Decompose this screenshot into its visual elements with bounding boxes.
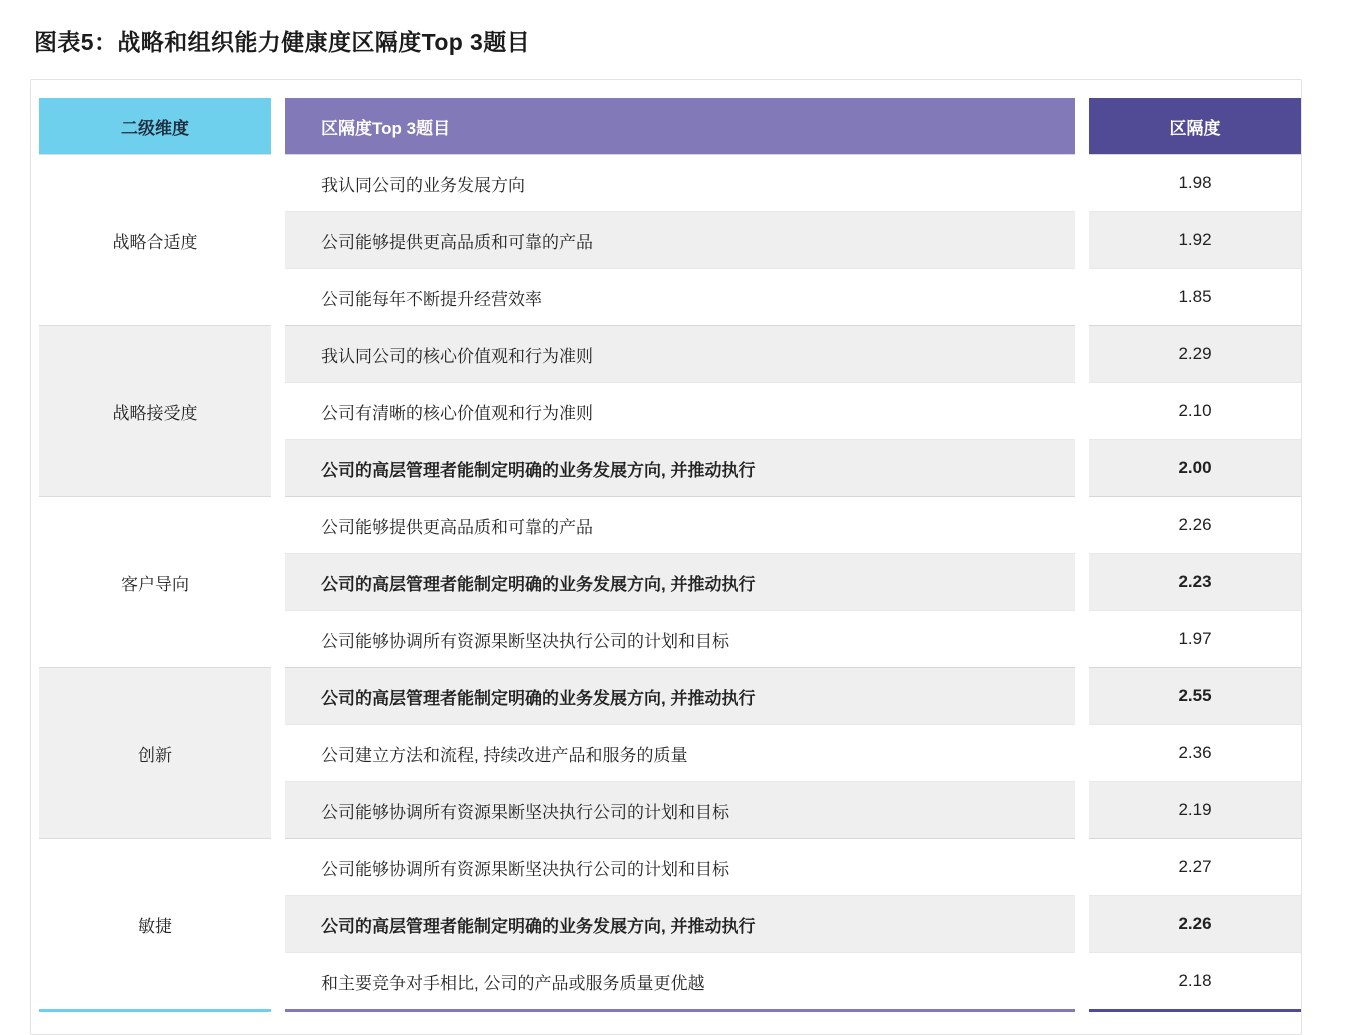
- question-cell: 公司能够协调所有资源果断坚决执行公司的计划和目标: [285, 611, 1075, 668]
- question-cell: 公司建立方法和流程, 持续改进产品和服务的质量: [285, 725, 1075, 782]
- question-cell: 公司有清晰的核心价值观和行为准则: [285, 383, 1075, 440]
- footer-rule-value: [1089, 1011, 1301, 1021]
- table-head: [39, 98, 1301, 155]
- table-row: [39, 668, 1301, 725]
- column-header-value: 区隔度: [1089, 98, 1301, 155]
- footer-rule-dimension: [39, 1011, 271, 1021]
- value-cell: 2.27: [1089, 839, 1301, 896]
- column-header-question: 区隔度Top 3题目: [285, 98, 1075, 155]
- header-spacer-1: [271, 98, 285, 155]
- header-spacer-2: [1075, 98, 1089, 155]
- value-cell: 2.26: [1089, 497, 1301, 554]
- table-row: [39, 155, 1301, 212]
- value-cell: 2.26: [1089, 896, 1301, 953]
- row-spacer-right: [1075, 839, 1089, 1011]
- row-spacer-right: [1075, 668, 1089, 839]
- dimension-cell: 战略合适度: [39, 155, 271, 326]
- value-cell: 2.29: [1089, 326, 1301, 383]
- question-cell: 公司能够协调所有资源果断坚决执行公司的计划和目标: [285, 782, 1075, 839]
- row-spacer-right: [1075, 326, 1089, 497]
- question-cell: 公司能够提供更高品质和可靠的产品: [285, 212, 1075, 269]
- footer-gap-1: [271, 1011, 285, 1021]
- header-row: [39, 98, 1301, 155]
- dimension-cell: 战略接受度: [39, 326, 271, 497]
- dimension-cell: 客户导向: [39, 497, 271, 668]
- value-cell: 2.36: [1089, 725, 1301, 782]
- table-foot: [39, 1011, 1301, 1021]
- row-spacer-left: [271, 497, 285, 668]
- question-cell: 公司能够协调所有资源果断坚决执行公司的计划和目标: [285, 839, 1075, 896]
- row-spacer-left: [271, 668, 285, 839]
- value-cell: 2.18: [1089, 953, 1301, 1011]
- dimension-cell: 敏捷: [39, 839, 271, 1011]
- dimension-cell: 创新: [39, 668, 271, 839]
- page-title: 图表5：战略和组织能力健康度区隔度Top 3题目: [34, 29, 531, 55]
- row-spacer-left: [271, 326, 285, 497]
- value-cell: 2.23: [1089, 554, 1301, 611]
- footer-gap-2: [1075, 1011, 1089, 1021]
- row-spacer-right: [1075, 497, 1089, 668]
- table-row: [39, 497, 1301, 554]
- column-header-dimension: 二级维度: [39, 98, 271, 155]
- table-body: [39, 155, 1301, 1011]
- footer-rule-question: [285, 1011, 1075, 1021]
- question-cell: 公司的高层管理者能制定明确的业务发展方向, 并推动执行: [285, 896, 1075, 953]
- value-cell: 2.10: [1089, 383, 1301, 440]
- table-container: [30, 79, 1302, 1035]
- value-cell: 2.55: [1089, 668, 1301, 725]
- discrimination-table: [39, 98, 1301, 1020]
- footer-rule-row: [39, 1011, 1301, 1021]
- row-spacer-left: [271, 155, 285, 326]
- table-row: [39, 839, 1301, 896]
- row-spacer-left: [271, 839, 285, 1011]
- value-cell: 1.97: [1089, 611, 1301, 668]
- value-cell: 1.98: [1089, 155, 1301, 212]
- value-cell: 2.00: [1089, 440, 1301, 497]
- row-spacer-right: [1075, 155, 1089, 326]
- question-cell: 公司能每年不断提升经营效率: [285, 269, 1075, 326]
- table-row: [39, 326, 1301, 383]
- question-cell: 公司的高层管理者能制定明确的业务发展方向, 并推动执行: [285, 668, 1075, 725]
- question-cell: 公司的高层管理者能制定明确的业务发展方向, 并推动执行: [285, 440, 1075, 497]
- question-cell: 我认同公司的核心价值观和行为准则: [285, 326, 1075, 383]
- value-cell: 1.85: [1089, 269, 1301, 326]
- question-cell: 我认同公司的业务发展方向: [285, 155, 1075, 212]
- value-cell: 2.19: [1089, 782, 1301, 839]
- question-cell: 公司能够提供更高品质和可靠的产品: [285, 497, 1075, 554]
- value-cell: 1.92: [1089, 212, 1301, 269]
- question-cell: 和主要竞争对手相比, 公司的产品或服务质量更优越: [285, 953, 1075, 1011]
- question-cell: 公司的高层管理者能制定明确的业务发展方向, 并推动执行: [285, 554, 1075, 611]
